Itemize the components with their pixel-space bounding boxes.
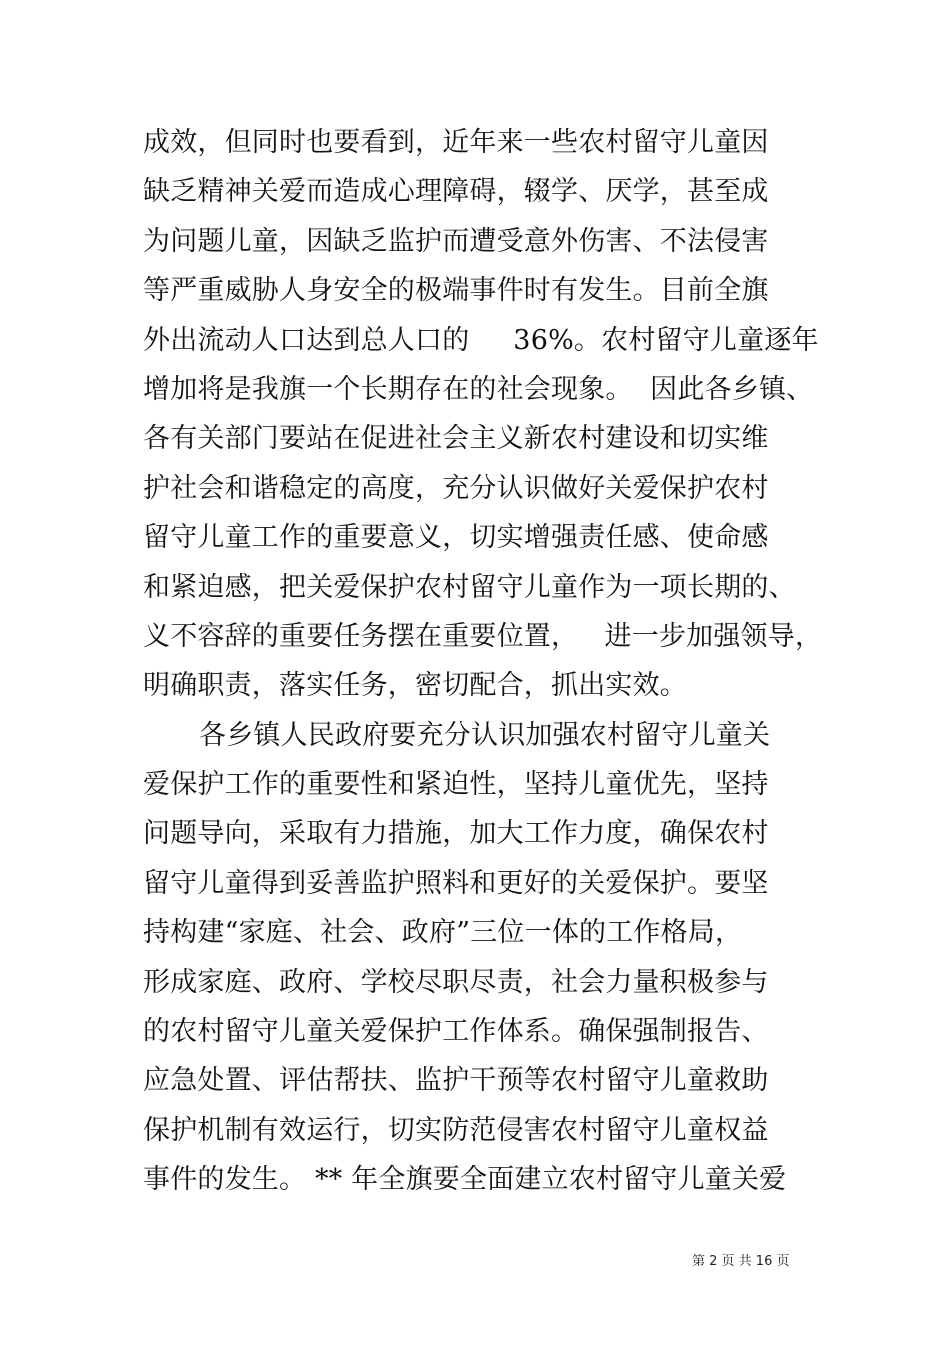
body-text [143,118,843,1205]
text-line: 留守儿童得到妥善监护照料和更好的关爱保护。要坚 [143,867,769,899]
text-line: 爱保护工作的重要性和紧迫性，坚持儿童优先，坚持 [143,769,769,801]
text-line: 形成家庭、政府、学校尽职尽责，社会力量积极参与 [143,966,769,998]
text-line: 各有关部门要站在促进社会主义新农村建设和切实维 [143,423,769,455]
text-line: 为问题儿童，因缺乏监护而遭受意外伤害、不法侵害 [143,225,769,257]
text-line: 外出流动人口达到总人口的 36%。农村留守儿童逐年 [143,324,819,356]
text-line: 护社会和谐稳定的高度，充分认识做好关爱保护农村 [143,472,769,504]
text-line: 保护机制有效运行，切实防范侵害农村留守儿童权益 [143,1114,769,1146]
text-line: 留守儿童工作的重要意义，切实增强责任感、使命感 [143,522,769,554]
text-line: 增加将是我旗一个长期存在的社会现象。 因此各乡镇、 [143,373,814,405]
paragraph-first-line: 各乡镇人民政府要充分认识加强农村留守儿童关 [199,719,771,751]
text-line: 明确职责，落实任务，密切配合，抓出实效。 [143,670,687,702]
text-line: 和紧迫感，把关爱保护农村留守儿童作为一项长期的、 [143,571,796,603]
text-line: 义不容辞的重要任务摆在重要位置， 进一步加强领导， [143,620,823,652]
text-line: 问题导向，采取有力措施，加大工作力度，确保农村 [143,818,769,850]
page-number-footer: 第 2 页 共 16 页 [692,1254,790,1269]
text-line: 事件的发生。 ** 年全旗要全面建立农村留守儿童关爱 [143,1164,787,1196]
text-line: 等严重威胁人身安全的极端事件时有发生。目前全旗 [143,275,769,307]
text-line: 应急处置、评估帮扶、监护干预等农村留守儿童救助 [143,1065,769,1097]
text-line: 缺乏精神关爱而造成心理障碍，辍学、厌学，甚至成 [143,176,769,208]
text-line: 持构建“家庭、社会、政府”三位一体的工作格局， [143,917,743,949]
text-line: 的农村留守儿童关爱保护工作体系。确保强制报告、 [143,1016,769,1048]
text-line: 成效，但同时也要看到，近年来一些农村留守儿童因 [143,127,769,158]
